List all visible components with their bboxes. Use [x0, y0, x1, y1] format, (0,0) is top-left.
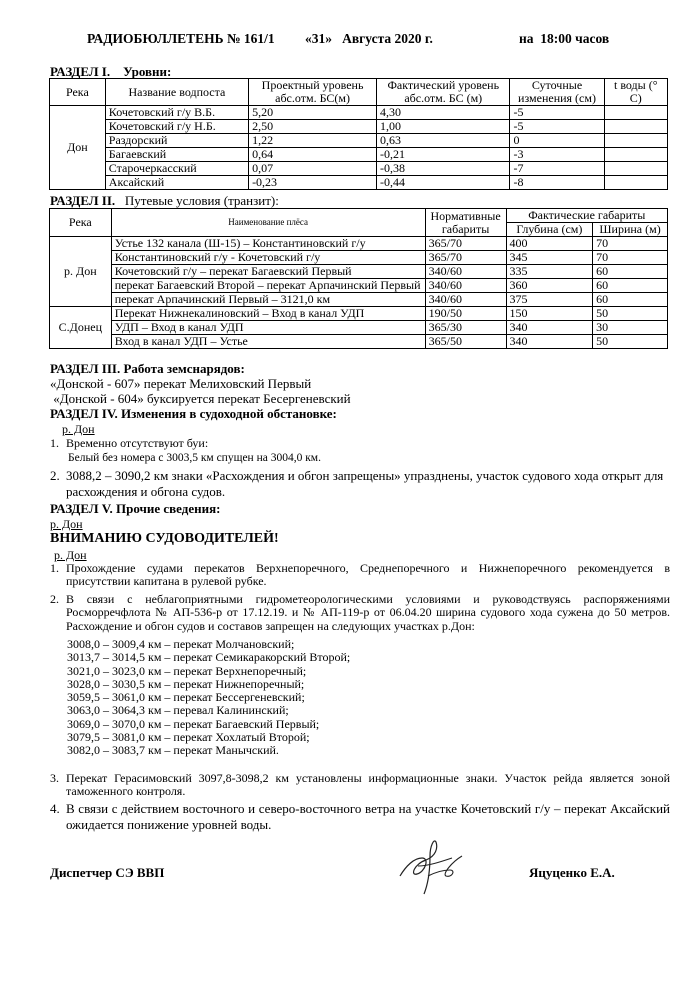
table-cell: 360 — [506, 279, 593, 293]
table-cell: 375 — [506, 293, 593, 307]
levels-header-row — [50, 79, 668, 106]
col-actual-level: Фактический уровень абс.отм. БС (м) — [377, 79, 510, 106]
table-cell: 0,64 — [249, 148, 377, 162]
dredger-line: «Донской - 604» буксируется перекат Бесергеневский — [50, 391, 351, 406]
table-cell: УДП – Вход в канал УДП — [111, 321, 425, 335]
table-row — [50, 176, 668, 190]
table-cell: 0 — [510, 134, 604, 148]
table-cell: 50 — [593, 307, 668, 321]
table-cell: 5,20 — [249, 106, 377, 120]
table-cell: 60 — [593, 293, 668, 307]
attention-item-2: 2. В связи с неблагоприятными гидрометеорологическими условиями и руководствуясь распоряжениями Росморречфлота № АП-536-р от 17.12.19. и № АП-119-р от 06.04.20 ширина судового хода сужена до 50 метров. Расхождение и обгон судов и составов запрещен на следующих участках р.Дон: — [50, 592, 670, 633]
section5-heading: РАЗДЕЛ V. Прочие сведения: — [50, 501, 221, 516]
table-row — [50, 251, 668, 265]
table-cell: 335 — [506, 265, 593, 279]
table-cell: 150 — [506, 307, 593, 321]
section4-item-1-detail: Белый без номера с 3003,5 км спущен на 3004,0 км. — [68, 452, 321, 464]
col-depth: Глубина (см) — [506, 223, 593, 237]
col-normative: Нормативные габариты — [425, 209, 506, 237]
bulletin-title: РАДИОБЮЛЛЕТЕНЬ № 161/1 — [87, 31, 275, 46]
list-item: 3059,5 – 3061,0 км – перекат Бессергеневский; — [67, 690, 305, 705]
col-gauge-name: Название водпоста — [105, 79, 248, 106]
attention-item-4: 4. В связи с действием восточного и северо-восточного ветра на участке Кочетовский г/у – перекат Аксайский ожидается понижение уровней воды. — [50, 801, 670, 832]
list-item: 3079,5 – 3081,0 км – перекат Хохлатый Второй; — [67, 730, 310, 745]
bulletin-time: на 18:00 часов — [519, 31, 610, 46]
table-row — [50, 237, 668, 251]
dispatcher-name: Яцуценко Е.А. — [529, 865, 615, 880]
table-cell — [604, 106, 667, 120]
table-row — [50, 279, 668, 293]
table-cell: Перекат Нижнекалиновский – Вход в канал УДП — [111, 307, 425, 321]
table-cell: 1,22 — [249, 134, 377, 148]
table-row — [50, 162, 668, 176]
table-cell: -0,44 — [377, 176, 510, 190]
table-cell: Кочетовский г/у – перекат Багаевский Первый — [111, 265, 425, 279]
route-conditions-table — [49, 208, 668, 349]
river-don: р. Дон — [50, 237, 112, 307]
table-cell: Вход в канал УДП – Устье — [111, 335, 425, 349]
table-cell: 365/70 — [425, 237, 506, 251]
table-cell: перекат Багаевский Второй – перекат Арпачинский Первый — [111, 279, 425, 293]
table-cell: 365/30 — [425, 321, 506, 335]
list-item: 3063,0 – 3064,3 км – перевал Калининский; — [67, 703, 289, 718]
col-width: Ширина (м) — [593, 223, 668, 237]
river-name: Дон — [50, 106, 106, 190]
table-row — [50, 335, 668, 349]
table-cell: -0,21 — [377, 148, 510, 162]
list-item: 3021,0 – 3023,0 км – перекат Верхнепоречный; — [67, 663, 307, 678]
table-cell: 190/50 — [425, 307, 506, 321]
table-row — [50, 148, 668, 162]
dispatcher-label: Диспетчер СЭ ВВП — [50, 865, 165, 880]
col-actual: Фактические габариты — [506, 209, 667, 223]
table-cell: 340/60 — [425, 279, 506, 293]
table-cell: -0,38 — [377, 162, 510, 176]
table-cell: Багаевский — [105, 148, 248, 162]
table-cell: 340/60 — [425, 293, 506, 307]
table-cell: -5 — [510, 120, 604, 134]
table-cell: Старочеркасский — [105, 162, 248, 176]
table-cell: -8 — [510, 176, 604, 190]
table-cell: -3 — [510, 148, 604, 162]
table-cell: Устье 132 канала (Ш-15) – Константиновский г/у — [111, 237, 425, 251]
table-cell: 340 — [506, 335, 593, 349]
attention-item-3: 3. Перекат Герасимовский 3097,8-3098,2 км установлены информационные знаки. Участок рейда является зоной таможенного контроля. — [50, 771, 670, 799]
table-cell: перекат Арпачинский Первый – 3121,0 км — [111, 293, 425, 307]
table-cell: 400 — [506, 237, 593, 251]
levels-table — [49, 78, 668, 190]
section2-heading: РАЗДЕЛ II. Путевые условия (транзит): — [50, 193, 279, 208]
signature-image — [392, 836, 470, 898]
section1-heading: РАЗДЕЛ I. Уровни: — [50, 64, 172, 79]
table-cell: 50 — [593, 335, 668, 349]
list-item: 3028,0 – 3030,5 км – перекат Нижнепоречный; — [67, 676, 305, 691]
list-item: 3008,0 – 3009,4 км – перекат Молчановский; — [67, 637, 295, 651]
section4-river: р. Дон — [62, 422, 95, 436]
table-cell: 0,07 — [249, 162, 377, 176]
section5-river: р. Дон — [50, 517, 83, 531]
table-cell: 2,50 — [249, 120, 377, 134]
attention-heading: ВНИМАНИЮ СУДОВОДИТЕЛЕЙ! — [50, 531, 279, 546]
attention-item-1: 1. Прохождение судами перекатов Верхнепоречного, Среднепоречного и Нижнепоречного рекомендуется в присутствии капитана в рулевой рубке. — [50, 561, 670, 589]
table-cell: 0,63 — [377, 134, 510, 148]
table-cell: Раздорский — [105, 134, 248, 148]
table-cell: -5 — [510, 106, 604, 120]
table-cell: 60 — [593, 279, 668, 293]
table-cell: 4,30 — [377, 106, 510, 120]
table-cell: 70 — [593, 237, 668, 251]
table-cell: -7 — [510, 162, 604, 176]
table-cell: 365/70 — [425, 251, 506, 265]
table-cell — [604, 148, 667, 162]
river-donets: С.Донец — [50, 307, 112, 349]
col-water-temp: t воды (° С) — [604, 79, 667, 106]
table-row — [50, 106, 668, 120]
col-reach-name: Наименование плёса — [111, 209, 425, 237]
section4-heading: РАЗДЕЛ IV. Изменения в судоходной обстановке: — [50, 406, 337, 421]
section4-item-2: 2. 3088,2 – 3090,2 км знаки «Расхождения и обгон запрещены» упразднены, участок судового хода открыт для расхождения и обгона судов. — [50, 468, 664, 499]
table-cell: 1,00 — [377, 120, 510, 134]
list-item: 3013,7 – 3014,5 км – перекат Семикаракорский Второй; — [67, 650, 351, 665]
table-cell — [604, 120, 667, 134]
table-row — [50, 120, 668, 134]
table-cell: Кочетовский г/у В.Б. — [105, 106, 248, 120]
attention-river: р. Дон — [54, 548, 87, 562]
table-cell: Кочетовский г/у Н.Б. — [105, 120, 248, 134]
col-design-level: Проектный уровень абс.отм. БС(м) — [249, 79, 377, 106]
dredger-line: «Донской - 607» перекат Мелиховский Первый — [50, 376, 312, 391]
list-item: 3082,0 – 3083,7 км – перекат Манычский. — [67, 743, 279, 758]
col-daily-change: Суточные изменения (см) — [510, 79, 604, 106]
table-cell — [604, 134, 667, 148]
table-cell: 340 — [506, 321, 593, 335]
list-item: 3069,0 – 3070,0 км – перекат Багаевский Первый; — [67, 716, 320, 731]
table-cell: 340/60 — [425, 265, 506, 279]
table-cell: 30 — [593, 321, 668, 335]
table-cell: 70 — [593, 251, 668, 265]
bulletin-date: «31» Августа 2020 г. — [305, 31, 433, 46]
table-cell: Аксайский — [105, 176, 248, 190]
table-cell — [604, 162, 667, 176]
table-row — [50, 321, 668, 335]
table-row — [50, 265, 668, 279]
table-cell: Константиновский г/у - Кочетовский г/у — [111, 251, 425, 265]
table-row — [50, 134, 668, 148]
table-cell — [604, 176, 667, 190]
section3-heading: РАЗДЕЛ III. Работа земснарядов: — [50, 361, 245, 376]
table-cell: 60 — [593, 265, 668, 279]
table-cell: 345 — [506, 251, 593, 265]
table-cell: -0,23 — [249, 176, 377, 190]
col-river: Река — [50, 79, 106, 106]
section4-item-1: 1. Временно отсутствуют буи: — [50, 436, 209, 450]
table-row — [50, 293, 668, 307]
table-row — [50, 307, 668, 321]
table-cell: 365/50 — [425, 335, 506, 349]
col-river: Река — [50, 209, 112, 237]
restricted-segments-list — [50, 638, 670, 758]
